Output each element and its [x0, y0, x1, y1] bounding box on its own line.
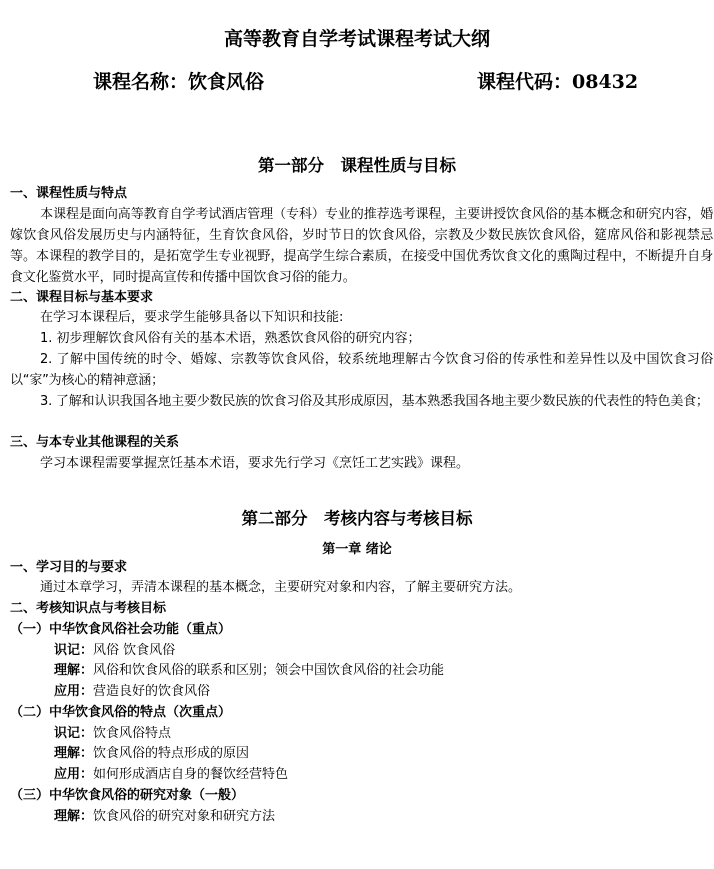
kp2-understand	[54, 744, 249, 764]
kp1-recall-text: 风俗 饮食风俗	[93, 643, 176, 658]
kp1-understand	[54, 661, 444, 681]
kp2-apply-label: 应用：	[54, 767, 94, 782]
kp1-apply-label: 应用：	[54, 684, 94, 699]
kp1-recall	[54, 641, 175, 661]
kp1-understand-text: 风俗和饮食风俗的联系和区别；领会中国饮食风俗的社会功能	[93, 663, 445, 678]
kp3-understand-label: 理解：	[54, 809, 94, 824]
part1-section1-title: 一、课程性质与特点	[10, 186, 128, 201]
part1-section2-item3-text: 3. 了解和认识我国各地主要少数民族的饮食习俗及其形成原因，基本熟悉我国各地主要少数民族的代表性的特色美食；	[40, 394, 709, 409]
kp2-recall-text: 饮食风俗特点	[93, 726, 172, 741]
part1-section2-intro: 在学习本课程后，要求学生能够具备以下知识和技能:	[40, 310, 344, 325]
course-name: 课程名称：饮食风俗	[93, 71, 265, 93]
part2-section1-text: 通过本章学习，弄清本课程的基本概念，主要研究对象和内容，了解主要研究方法。	[40, 580, 522, 595]
part1-section3-title: 三、与本专业其他课程的关系	[10, 435, 180, 450]
kp2-understand-text: 饮食风俗的特点形成的原因	[93, 746, 250, 761]
course-code: 课程代码：08432	[477, 71, 639, 93]
chapter1-heading: 第一章 绪论	[322, 542, 392, 557]
kp2-recall-label: 识记：	[54, 726, 94, 741]
kp3-understand-text: 饮食风俗的研究对象和研究方法	[93, 809, 276, 824]
kp1-apply-text: 营造良好的饮食风俗	[93, 684, 211, 699]
part1-section3-text: 学习本课程需要掌握烹饪基本术语，要求先行学习《烹饪工艺实践》课程。	[40, 456, 470, 471]
part1-heading: 第一部分 课程性质与目标	[258, 156, 456, 175]
part1-section2-item2	[10, 349, 713, 391]
document-title: 高等教育自学考试课程考试大纲	[223, 28, 490, 50]
part1-section1-text	[10, 204, 713, 288]
part1-section2-item1: 1. 初步理解饮食风俗有关的基本术语，熟悉饮食风俗的研究内容；	[40, 331, 421, 346]
part2-section2-title: 二、考核知识点与考核目标	[10, 601, 167, 616]
part2-section1-title: 一、学习目的与要求	[10, 560, 128, 575]
knowledge-point-2-title: （二）中华饮食风俗的特点（次重点）	[10, 705, 232, 720]
kp1-recall-label: 识记：	[54, 643, 94, 658]
part1-section2-title: 二、课程目标与基本要求	[10, 290, 154, 305]
part1-section2-item2-text: 2. 了解中国传统的时令、婚嫁、宗教等饮食风俗，较系统地理解古今饮食习俗的传承性和差异性以及中国饮食习俗以“家”为核心的精神意涵；	[10, 352, 713, 388]
kp2-apply-text: 如何形成酒店自身的餐饮经营特色	[93, 767, 289, 782]
kp2-recall	[54, 724, 171, 744]
kp1-understand-label: 理解：	[54, 663, 94, 678]
knowledge-point-3-title: （三）中华饮食风俗的研究对象（一般）	[10, 788, 245, 803]
part1-section1-body: 本课程是面向高等教育自学考试酒店管理（专科）专业的推荐选考课程，主要讲授饮食风俗的基本概念和研究内容，婚嫁饮食风俗发展历史与内涵特征，生育饮食风俗，岁时节日的饮食风俗，宗教及少数民族饮食风俗，筵席风俗和影视禁忌等。本课程的教学目的，是拓宽学生专业视野，提高学生综合素质，在接受中国优秀饮食文化的熏陶过程中，不断提升自身食文化鉴赏水平，同时提高宣传和传播中国饮食习俗的能力。	[10, 207, 713, 285]
kp2-apply	[54, 765, 288, 785]
kp3-understand	[54, 807, 275, 827]
kp2-understand-label: 理解：	[54, 746, 94, 761]
knowledge-point-1-title: （一）中华饮食风俗社会功能（重点）	[10, 622, 232, 637]
part1-section2-item3	[10, 391, 713, 412]
kp1-apply	[54, 682, 210, 702]
part2-heading: 第二部分 考核内容与考核目标	[241, 509, 473, 528]
